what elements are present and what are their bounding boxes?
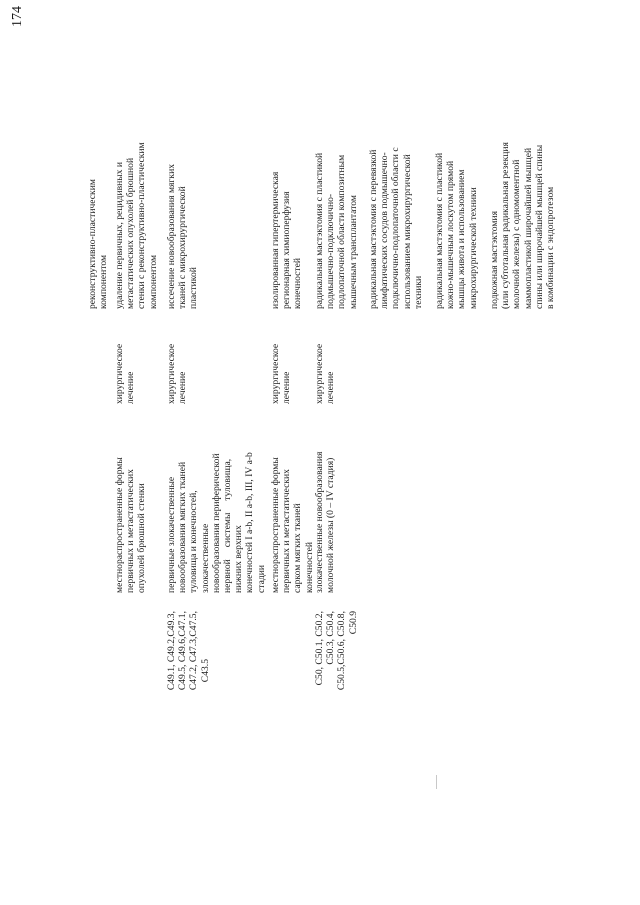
method-line: маммопластикой широчайшей мышцей xyxy=(522,147,534,309)
diagnosis-cell xyxy=(114,423,148,593)
method-line: иссечение новообразования мягких xyxy=(166,163,177,309)
treatment-line: хирургическое xyxy=(314,343,325,404)
treatment-line: хирургическое xyxy=(166,343,177,404)
diagnosis-line: первичных и метастатических xyxy=(281,469,293,593)
method-line: радикальная мастэктомия с перевязкой xyxy=(368,149,379,309)
diagnosis-line: стадии xyxy=(255,565,267,593)
scan-mark xyxy=(436,775,437,789)
treatment-cell xyxy=(114,329,136,404)
diagnosis-line: местнораспространенные формы xyxy=(270,457,281,593)
code-line: C50.3, C50.4, xyxy=(325,611,337,665)
diagnosis-cell xyxy=(166,423,267,593)
treatment-line: хирургическое xyxy=(270,343,281,404)
diagnosis-line: опухолей брюшной стенки xyxy=(136,483,148,593)
code-cell xyxy=(166,611,211,733)
method-line: мышцы живота и использованием xyxy=(456,169,468,309)
code-line: C43.5 xyxy=(199,659,211,683)
method-cell xyxy=(368,109,424,309)
diagnosis-line: первичные злокачественные xyxy=(166,476,177,593)
method-line: микрохирургической техники xyxy=(467,187,479,309)
diagnosis-line: первичных и метастатических xyxy=(125,469,137,593)
method-cell xyxy=(166,109,200,309)
diagnosis-cell xyxy=(314,423,336,593)
diagnosis-line: местнораспространенные формы xyxy=(114,457,125,593)
diagnosis-line: новообразования мягких тканей xyxy=(177,461,189,593)
method-line: молочной железы) с одномоментной xyxy=(511,159,523,309)
method-line: (или субтотальная радикальная резекция xyxy=(500,142,512,309)
code-line: C50, C50.1, C50.2, xyxy=(314,611,325,686)
diagnosis-line: сарком мягких тканей xyxy=(292,503,304,593)
treatment-cell xyxy=(270,329,292,404)
method-line: лимфатических сосудов подмышечно- xyxy=(379,152,391,309)
method-line: пластикой xyxy=(188,267,200,309)
method-line: метастатических опухолей брюшной xyxy=(125,157,137,309)
method-line: реконструктивно-пластическим xyxy=(87,179,98,309)
method-line: подкожная мастэктомия xyxy=(489,210,500,309)
treatment-line: лечение xyxy=(281,371,293,404)
method-cell xyxy=(87,109,109,309)
method-line: подключично-подлопаточной области с xyxy=(390,147,402,309)
diagnosis-line: конечностей I a-b, II a-b, III, IV a-b xyxy=(244,452,256,593)
diagnosis-cell xyxy=(270,423,315,593)
method-line: кожно-мышечным лоскутом прямой xyxy=(445,160,457,309)
method-line: использованием микрохирургической xyxy=(401,154,413,309)
diagnosis-line: злокачественные новообразования xyxy=(314,451,325,593)
treatment-line: лечение xyxy=(177,371,189,404)
method-cell xyxy=(114,109,159,309)
code-line: C50.5,C50.6, C50.8, xyxy=(336,611,348,691)
treatment-cell xyxy=(166,329,188,404)
method-cell xyxy=(434,109,479,309)
diagnosis-line: молочной железы (0 – IV стадия) xyxy=(325,457,337,593)
treatment-line: хирургическое xyxy=(114,343,125,404)
method-line: радикальная мастэктомия с пластикой xyxy=(314,152,325,309)
code-line: C49.5, C49.6,C47.1, xyxy=(177,611,189,691)
code-line: C50.9 xyxy=(347,611,359,635)
diagnosis-line: злокачественные xyxy=(199,523,211,593)
treatment-line: лечение xyxy=(325,371,337,404)
diagnosis-line: новообразования периферической xyxy=(210,453,222,593)
diagnosis-line: конечностей xyxy=(303,542,315,593)
code-line: C49.1, C49.2,C49.3, xyxy=(166,611,177,691)
method-cell xyxy=(270,109,304,309)
method-line: компонентом xyxy=(147,254,159,309)
diagnosis-line: нервной системы туловища, xyxy=(222,458,234,593)
method-line: регионарная химиоперфузия xyxy=(281,191,293,309)
method-line: мышечным трансплантатом xyxy=(347,195,359,309)
method-line: в комбинации с эндопротезом xyxy=(545,186,557,309)
method-line: подмышечно-подключично- xyxy=(325,193,337,309)
diagnosis-line: туловища и конечностей, xyxy=(188,490,200,593)
method-line: подлопаточной области композитным xyxy=(336,154,348,309)
method-cell xyxy=(314,109,359,309)
diagnosis-line: нижних верхних xyxy=(233,525,245,593)
method-line: стенки с реконструктивно-пластическим xyxy=(136,142,148,309)
code-line: C47.2, C47.3,C47.5, xyxy=(188,611,200,691)
method-line: конечностей xyxy=(292,258,304,309)
page-number: 174 xyxy=(10,6,25,27)
code-cell xyxy=(314,611,359,733)
treatment-cell xyxy=(314,329,336,404)
method-line: спины или широчайшей мышцей спины xyxy=(533,144,545,309)
method-line: удаление первичных, рецидивных и xyxy=(114,161,125,309)
treatment-line: лечение xyxy=(125,371,137,404)
method-line: техники xyxy=(412,275,424,309)
method-line: изолированная гипертермическая xyxy=(270,171,281,309)
method-line: тканей с микрохирургической xyxy=(177,186,189,309)
method-line: радикальная мастэктомия с пластикой xyxy=(434,152,445,309)
method-cell xyxy=(489,99,556,309)
method-line: компонентом xyxy=(98,254,110,309)
